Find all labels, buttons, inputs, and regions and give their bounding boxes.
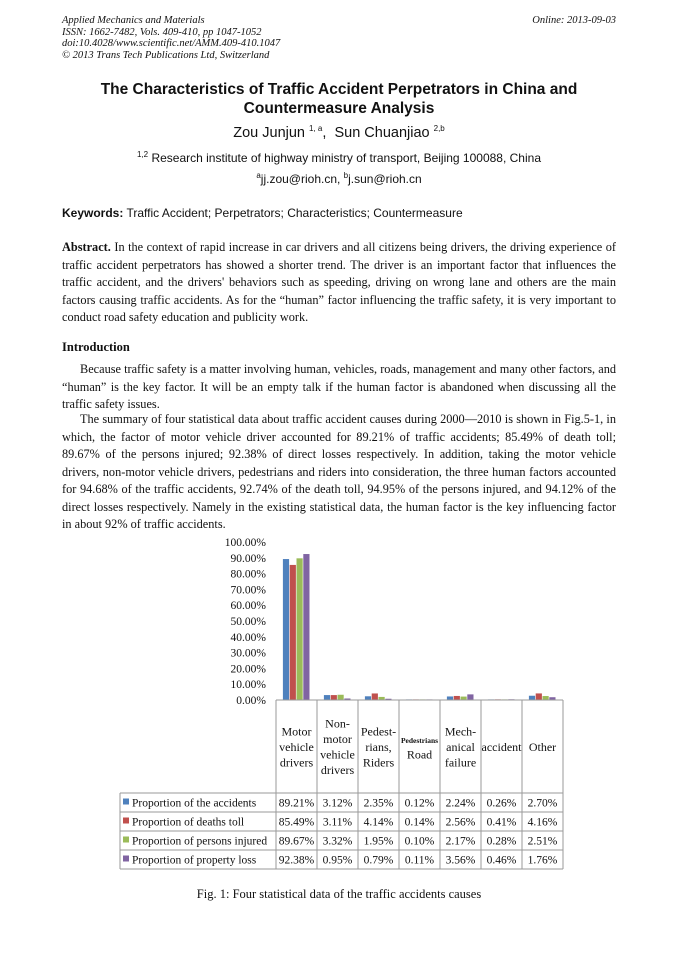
- running-header: [62, 15, 616, 61]
- bar: [529, 696, 535, 700]
- category-label: anical: [446, 739, 475, 754]
- y-tick-label: 30.00%: [230, 647, 266, 660]
- doi-line: doi:10.4028/www.scientific.net/AMM.409-410.1047: [62, 38, 281, 49]
- category-label: failure: [444, 755, 477, 770]
- bar: [467, 694, 473, 700]
- figure-1: [0, 530, 678, 875]
- y-tick-label: 100.00%: [224, 537, 266, 549]
- author-sep: ,: [322, 124, 331, 141]
- issn-line: ISSN: 1662-7482, Vols. 409-410, pp 1047-1052: [62, 26, 262, 38]
- email-b-sup: b: [343, 171, 349, 180]
- data-label: 89.21%: [278, 797, 315, 810]
- affiliation-text: Research institute of highway ministry of transport, Beijing 100088, China: [151, 151, 541, 165]
- data-label: 4.14%: [363, 816, 394, 829]
- y-tick-label: 0.00%: [236, 695, 266, 707]
- bar: [372, 693, 378, 700]
- category-label: vehicle: [279, 739, 314, 754]
- data-label: 2.35%: [363, 797, 394, 810]
- email-b[interactable]: j.sun@rioh.cn: [348, 172, 422, 186]
- affiliation: [62, 150, 616, 165]
- bar: [303, 554, 309, 700]
- data-label: 0.11%: [404, 854, 435, 867]
- affiliation-sup: 1,2: [136, 150, 149, 159]
- category-label: drivers: [320, 763, 355, 777]
- category-label: Pedest-: [360, 724, 397, 739]
- email-a[interactable]: jj.zou@rioh.cn,: [260, 172, 344, 186]
- data-label: 3.12%: [322, 797, 353, 810]
- data-label: 2.51%: [527, 835, 558, 848]
- bar: [297, 558, 303, 700]
- abstract-text: In the context of rapid increase in car drivers and all citizens being drivers, the driving experience of traffic accident perpetrators has showed a shorter trend. The driver is an important factor that influences the traffic accident, and the drivers' behaviors such as speeding, driving on wrong lane and others are the main factors causing traffic accidents. As for the “human” factor influencing the traffic safety, it is very important to conduct road safety education and publicity work.: [62, 240, 616, 324]
- data-label: 4.16%: [527, 816, 558, 829]
- bar: [447, 696, 453, 700]
- category-label: accident: [481, 739, 522, 754]
- bar: [461, 697, 467, 700]
- y-tick-label: 80.00%: [230, 568, 266, 581]
- author-1: Zou Junjun: [233, 124, 305, 141]
- category-label: drivers: [279, 755, 314, 770]
- bar: [283, 559, 289, 700]
- intro-paragraph-1: Because traffic safety is a matter involving human, vehicles, roads, management and many other factors, and “human” is the key factor. It will be an empty talk if the human factor is abandoned when discussing all the traffic safety issues.: [62, 362, 616, 411]
- category-label: Riders: [362, 755, 395, 770]
- author-2: Sun Chuanjiao: [334, 124, 430, 141]
- data-label: 0.12%: [404, 797, 435, 810]
- author-1-sup: 1, a: [309, 124, 323, 133]
- bar: [290, 565, 296, 700]
- category-label: motor: [323, 732, 352, 746]
- category-label: Non-: [325, 716, 350, 731]
- y-tick-label: 70.00%: [230, 584, 266, 597]
- data-label: 92.38%: [278, 854, 315, 867]
- abstract-label: Abstract.: [62, 240, 111, 254]
- bar-chart: [0, 530, 678, 875]
- data-label: 0.41%: [486, 816, 517, 829]
- category-label: Pedestrians: [400, 736, 439, 745]
- intro-paragraph-2: The summary of four statistical data about traffic accident causes during 2000—2010 is shown in Fig.5-1, in which, the factor of motor vehicle driver accounted for 89.21% of traffic accidents; 85.49% of death toll; 89.67% of the persons injured; 92.38% of direct losses respectively. In addition, taking the motor vehicle drivers, non-motor vehicle drivers, pedestrians and riders into consideration, the three human factors accounted for 94.68% of the traffic accidents, 92.74% of the death toll, 94.95% of the persons injured, and 94.12% of the direct losses respectively. Namely in the existing statistical data, the human factor is the key influencing factor in about 92% of traffic accidents.: [62, 412, 616, 531]
- data-label: 1.76%: [527, 854, 558, 867]
- data-label: 0.10%: [404, 835, 435, 848]
- keywords: [62, 206, 616, 220]
- data-label: 3.56%: [445, 854, 476, 867]
- copyright-line: © 2013 Trans Tech Publications Ltd, Switzerland: [62, 49, 270, 61]
- data-label: 2.70%: [527, 797, 558, 810]
- legend-swatch: [123, 799, 129, 805]
- data-label: 0.28%: [486, 835, 517, 848]
- data-label: 0.95%: [322, 854, 353, 867]
- data-label: 89.67%: [278, 835, 315, 848]
- category-label: Mech-: [444, 724, 477, 739]
- bar: [338, 695, 344, 700]
- y-tick-label: 60.00%: [230, 600, 266, 613]
- journal-name: Applied Mechanics and Materials: [62, 15, 205, 26]
- data-label: 85.49%: [278, 816, 315, 829]
- data-label: 1.95%: [363, 835, 394, 848]
- data-label: 0.46%: [486, 854, 517, 867]
- y-tick-label: 20.00%: [230, 663, 266, 676]
- y-tick-label: 10.00%: [230, 679, 266, 692]
- email-a-sup: a: [256, 171, 261, 180]
- y-tick-label: 90.00%: [230, 552, 266, 565]
- online-date: Online: 2013-09-03: [532, 15, 616, 26]
- bar: [543, 696, 549, 700]
- bar: [536, 693, 542, 700]
- legend-label: Proportion of persons injured: [132, 835, 268, 848]
- category-label: rians,: [365, 739, 392, 754]
- category-label: Road: [406, 747, 433, 762]
- category-label: vehicle: [320, 747, 355, 762]
- author-2-sup: 2,b: [433, 124, 445, 133]
- data-label: 3.32%: [322, 835, 353, 848]
- section-heading: Introduction: [62, 340, 130, 354]
- data-label: 0.26%: [486, 797, 517, 810]
- paper-title: The Characteristics of Traffic Accident Perpetrators in China and Countermeasure Analysis: [100, 81, 578, 117]
- category-label: Other: [528, 739, 557, 754]
- legend-swatch: [123, 818, 129, 824]
- emails: [62, 171, 616, 186]
- bar: [331, 695, 337, 700]
- legend-label: Proportion of the accidents: [132, 797, 257, 810]
- keywords-label: Keywords:: [62, 206, 124, 220]
- data-label: 3.11%: [322, 816, 353, 829]
- figure-caption: Fig. 1: Four statistical data of the traffic accidents causes: [196, 887, 482, 901]
- legend-swatch: [123, 837, 129, 843]
- authors: [62, 124, 616, 141]
- legend-swatch: [123, 856, 129, 862]
- category-label: Motor: [281, 724, 312, 739]
- bar: [365, 696, 371, 700]
- bar: [324, 695, 330, 700]
- legend-label: Proportion of deaths toll: [132, 816, 245, 829]
- data-label: 2.17%: [445, 835, 476, 848]
- data-label: 2.56%: [445, 816, 476, 829]
- y-tick-label: 40.00%: [230, 631, 266, 644]
- data-label: 2.24%: [445, 797, 476, 810]
- data-label: 0.79%: [363, 854, 394, 867]
- legend-label: Proportion of property loss: [132, 854, 257, 867]
- data-label: 0.14%: [404, 816, 435, 829]
- y-tick-label: 50.00%: [230, 616, 266, 628]
- bar: [454, 696, 460, 700]
- abstract: [62, 239, 616, 327]
- keywords-text: Traffic Accident; Perpetrators; Characteristics; Countermeasure: [126, 206, 463, 220]
